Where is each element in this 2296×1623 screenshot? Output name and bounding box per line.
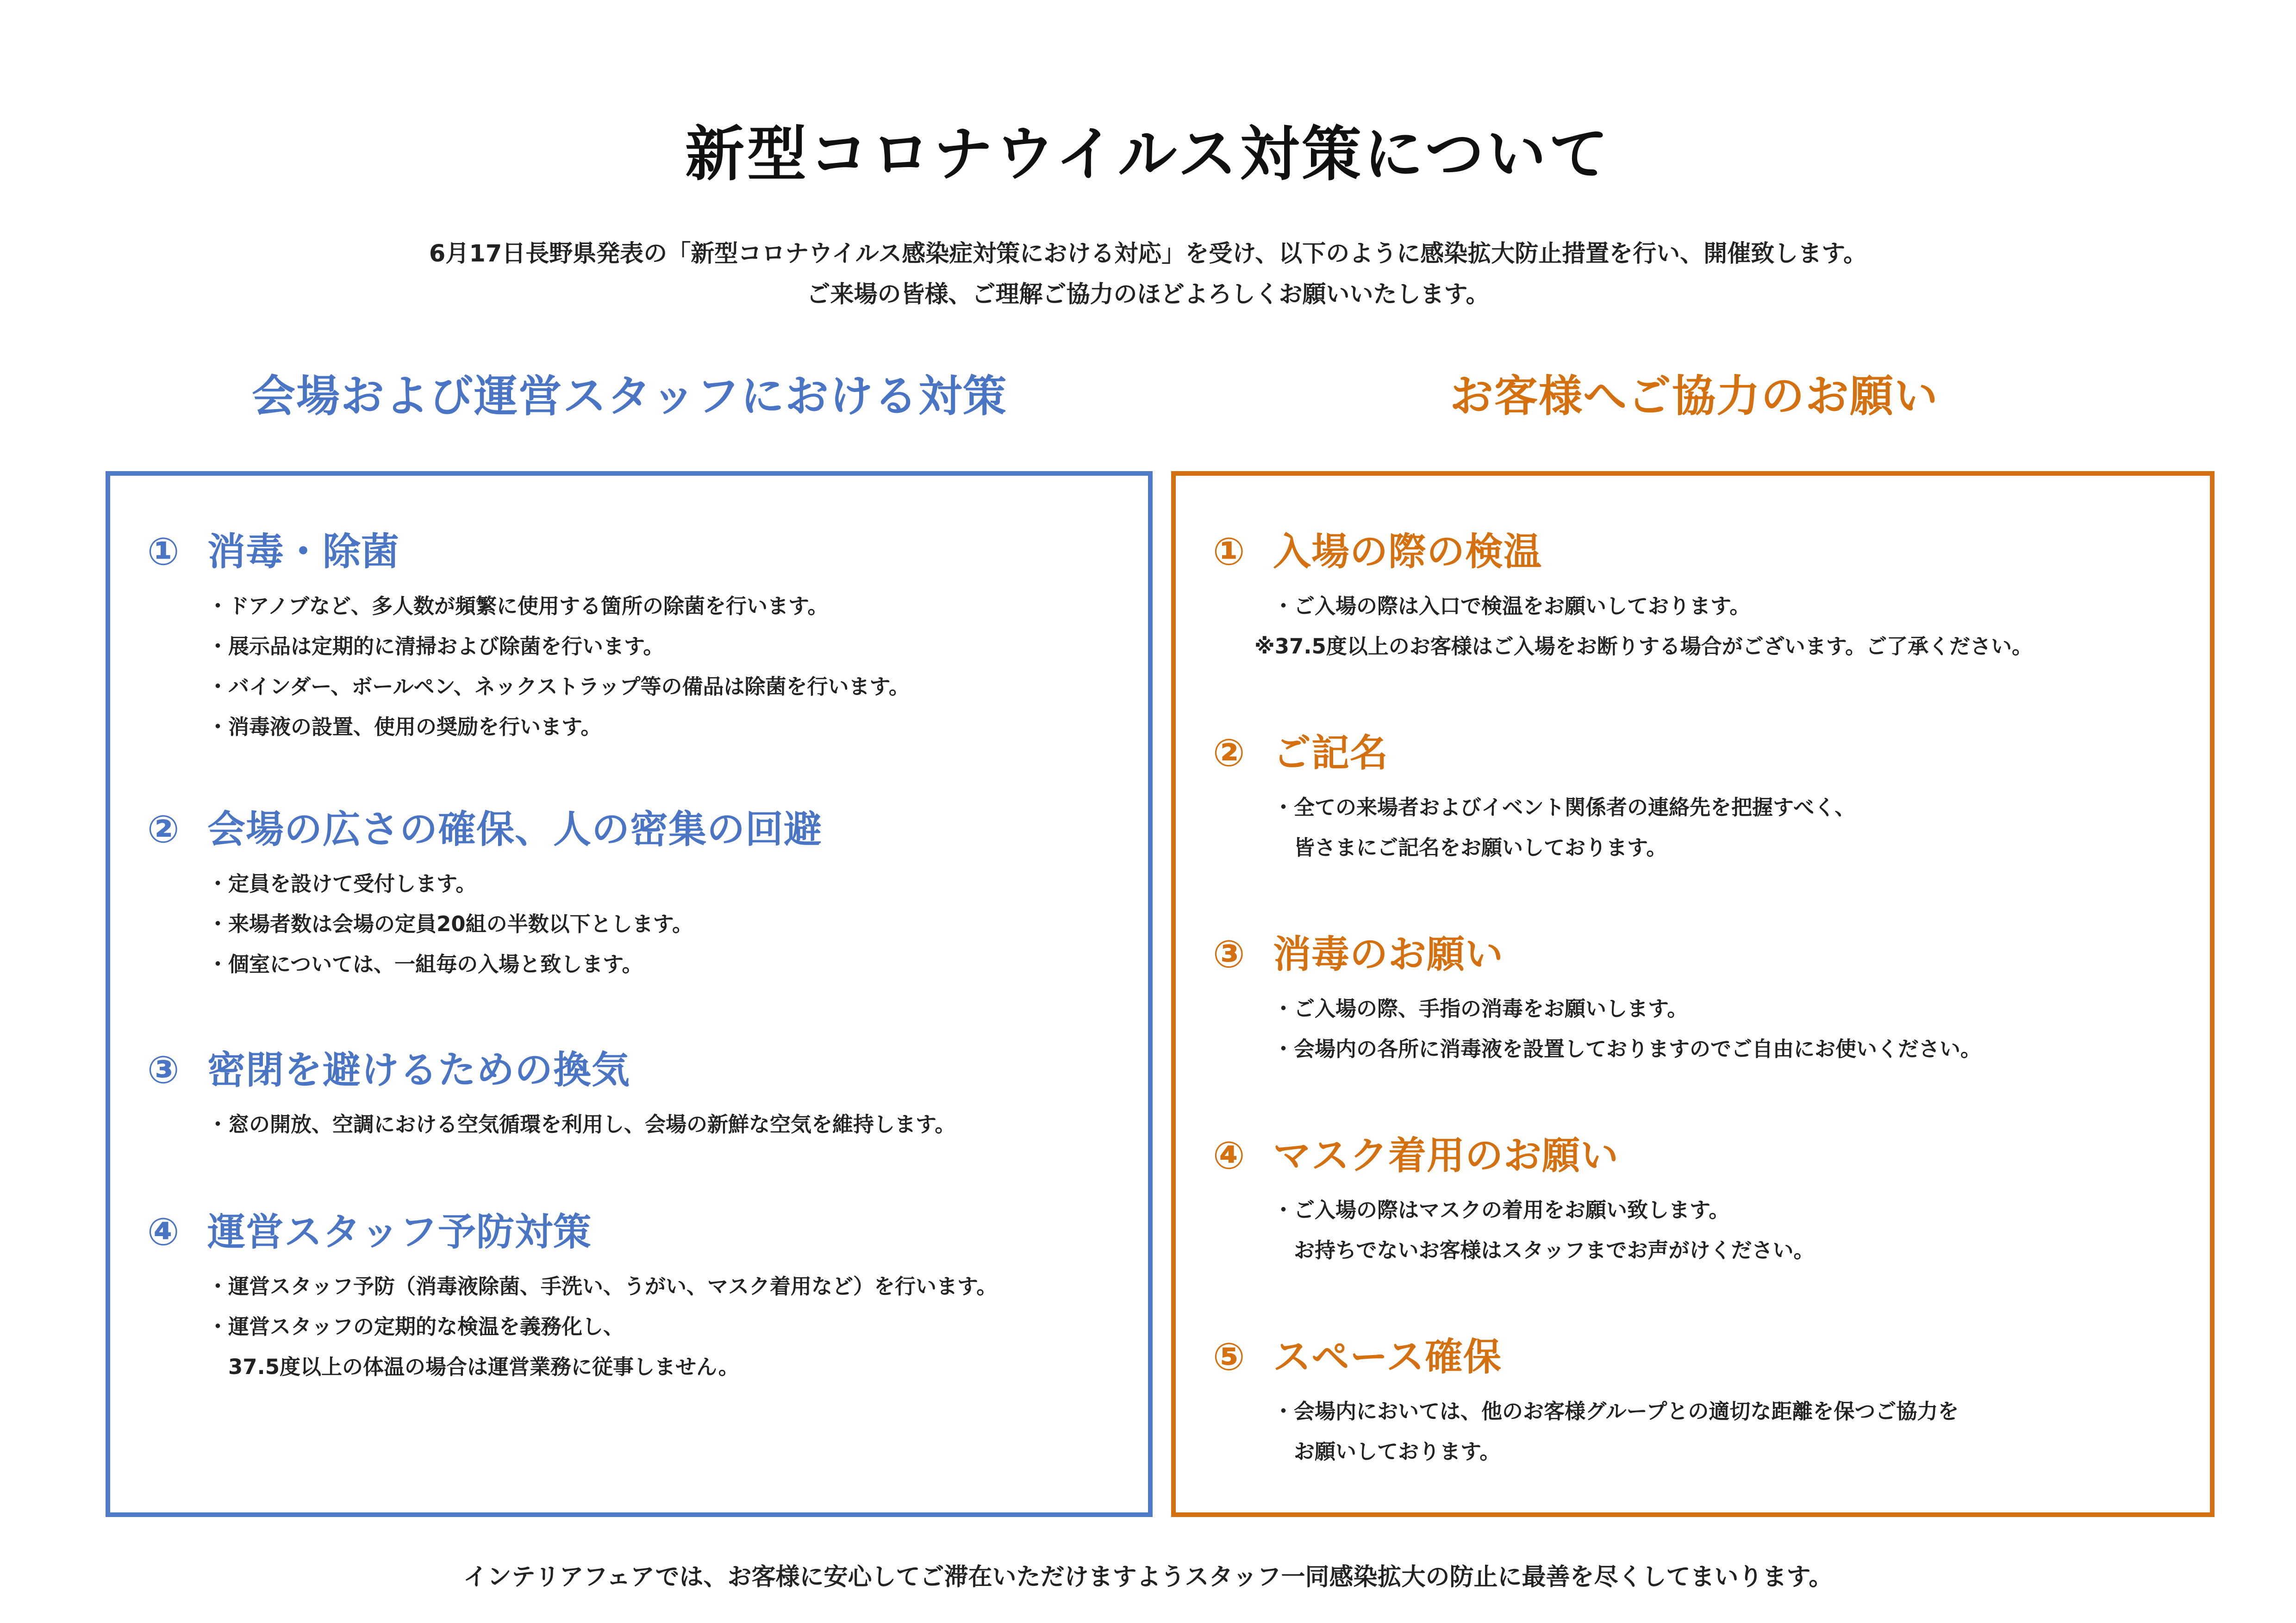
section-lines	[147, 1266, 1129, 1387]
list-item: ・運営スタッフの定期的な検温を義務化し、	[207, 1314, 624, 1339]
list-item: ・個室については、一組毎の入場と致します。	[207, 952, 643, 976]
intro-line: 6月17日長野県発表の「新型コロナウイルス感染症対策における対応」を受け、以下のように感染拡大防止措置を行い、開催致します。	[429, 240, 1867, 267]
customer-section-disinfection	[1213, 929, 2191, 1069]
list-item: ・バインダー、ボールペン、ネックストラップ等の備品は除菌を行います。	[207, 674, 910, 699]
section-number: ③	[147, 1048, 180, 1092]
left-column-heading: 会場および運営スタッフにおける対策	[251, 371, 1007, 422]
list-item: ・展示品は定期的に清掃および除菌を行います。	[207, 634, 664, 659]
section-lines	[147, 1104, 1129, 1144]
customer-section-registration	[1213, 728, 2191, 868]
list-item: ・ご入場の際は入口で検温をお願いしております。	[1273, 594, 1751, 618]
section-lines	[147, 864, 1129, 984]
customer-section-spacing	[1213, 1332, 2191, 1472]
section-number: ①	[1213, 530, 1246, 574]
section-title-text: 入場の際の検温	[1273, 530, 1542, 574]
staff-section-disinfection	[147, 527, 1129, 747]
section-title	[147, 804, 1129, 855]
section-number: ⑤	[1213, 1335, 1246, 1379]
list-item: ・定員を設けて受付します。	[207, 871, 477, 896]
staff-measures-panel	[106, 471, 1153, 1517]
list-item: 皆さまにご記名をお願いしております。	[1273, 835, 1667, 860]
section-title-text: マスク着用のお願い	[1273, 1134, 1619, 1178]
section-lines	[1213, 1391, 2191, 1472]
list-item: ・窓の開放、空調における空気循環を利用し、会場の新鮮な空気を維持します。	[207, 1112, 956, 1137]
section-lines	[147, 586, 1129, 747]
section-lines	[1213, 787, 2191, 868]
intro-text	[0, 234, 2296, 315]
list-item: ・運営スタッフ予防（消毒液除菌、手洗い、うがい、マスク着用など）を行います。	[207, 1274, 998, 1299]
section-title-text: 会場の広さの確保、人の密集の回避	[207, 808, 823, 852]
section-number: ①	[147, 530, 180, 574]
list-item: ・会場内の各所に消毒液を設置しておりますのでご自由にお使いください。	[1273, 1037, 1982, 1061]
section-number: ③	[1213, 933, 1246, 976]
section-number: ④	[147, 1210, 180, 1254]
section-title-text: ご記名	[1273, 731, 1389, 775]
staff-section-prevention	[147, 1207, 1129, 1387]
list-item: ・来場者数は会場の定員20組の半数以下とします。	[207, 912, 693, 936]
section-title	[1213, 1332, 2191, 1383]
list-item: ・ご入場の際はマスクの着用をお願い致します。	[1273, 1198, 1730, 1222]
section-title	[147, 1207, 1129, 1258]
list-item: ・ドアノブなど、多人数が頻繁に使用する箇所の除菌を行います。	[207, 594, 829, 618]
right-column-heading: お客様へご協力のお願い	[1449, 371, 1939, 422]
section-number: ②	[1213, 731, 1246, 775]
list-item: ・全ての来場者およびイベント関係者の連絡先を把握すべく、	[1273, 795, 1856, 820]
section-title	[147, 527, 1129, 578]
list-item: ・ご入場の際、手指の消毒をお願いします。	[1273, 996, 1688, 1021]
list-item: 37.5度以上の体温の場合は運営業務に従事しません。	[207, 1355, 739, 1379]
section-lines	[1213, 989, 2191, 1069]
list-item: お願いしております。	[1273, 1439, 1501, 1464]
section-title	[147, 1045, 1129, 1096]
section-title	[1213, 929, 2191, 980]
section-title	[1213, 1131, 2191, 1181]
footer-message: インテリアフェアでは、お客様に安心してご滞在いただけますようスタッフ一同感染拡大の防止に最善を尽くしてまいります。	[463, 1563, 1833, 1591]
customer-section-temperature-check	[1213, 527, 2191, 666]
list-item: お持ちでないお客様はスタッフまでお声がけください。	[1273, 1238, 1815, 1262]
list-item: ・会場内においては、他のお客様グループとの適切な距離を保つご協力を	[1273, 1399, 1959, 1424]
list-item: ・消毒液の設置、使用の奨励を行います。	[207, 715, 602, 739]
section-title-text: スペース確保	[1273, 1335, 1502, 1379]
staff-section-crowd-avoidance	[147, 804, 1129, 984]
staff-section-ventilation	[147, 1045, 1129, 1144]
section-number: ②	[147, 808, 180, 852]
section-title-text: 消毒のお願い	[1273, 933, 1504, 976]
section-title-text: 運営スタッフ予防対策	[207, 1210, 592, 1254]
section-title	[1213, 527, 2191, 578]
section-lines	[1213, 1190, 2191, 1270]
customer-section-mask	[1213, 1131, 2191, 1270]
intro-line: ご来場の皆様、ご理解ご協力のほどよろしくお願いいたします。	[806, 281, 1490, 308]
section-title-text: 消毒・除菌	[207, 530, 400, 574]
list-item: ※37.5度以上のお客様はご入場をお断りする場合がございます。ご了承ください。	[1254, 634, 2033, 659]
customer-requests-panel	[1171, 471, 2215, 1517]
section-title-text: 密閉を避けるための換気	[207, 1048, 630, 1092]
section-number: ④	[1213, 1134, 1246, 1178]
page-title: 新型コロナウイルス対策について	[685, 120, 1611, 189]
section-title	[1213, 728, 2191, 779]
section-lines	[1213, 586, 2191, 666]
